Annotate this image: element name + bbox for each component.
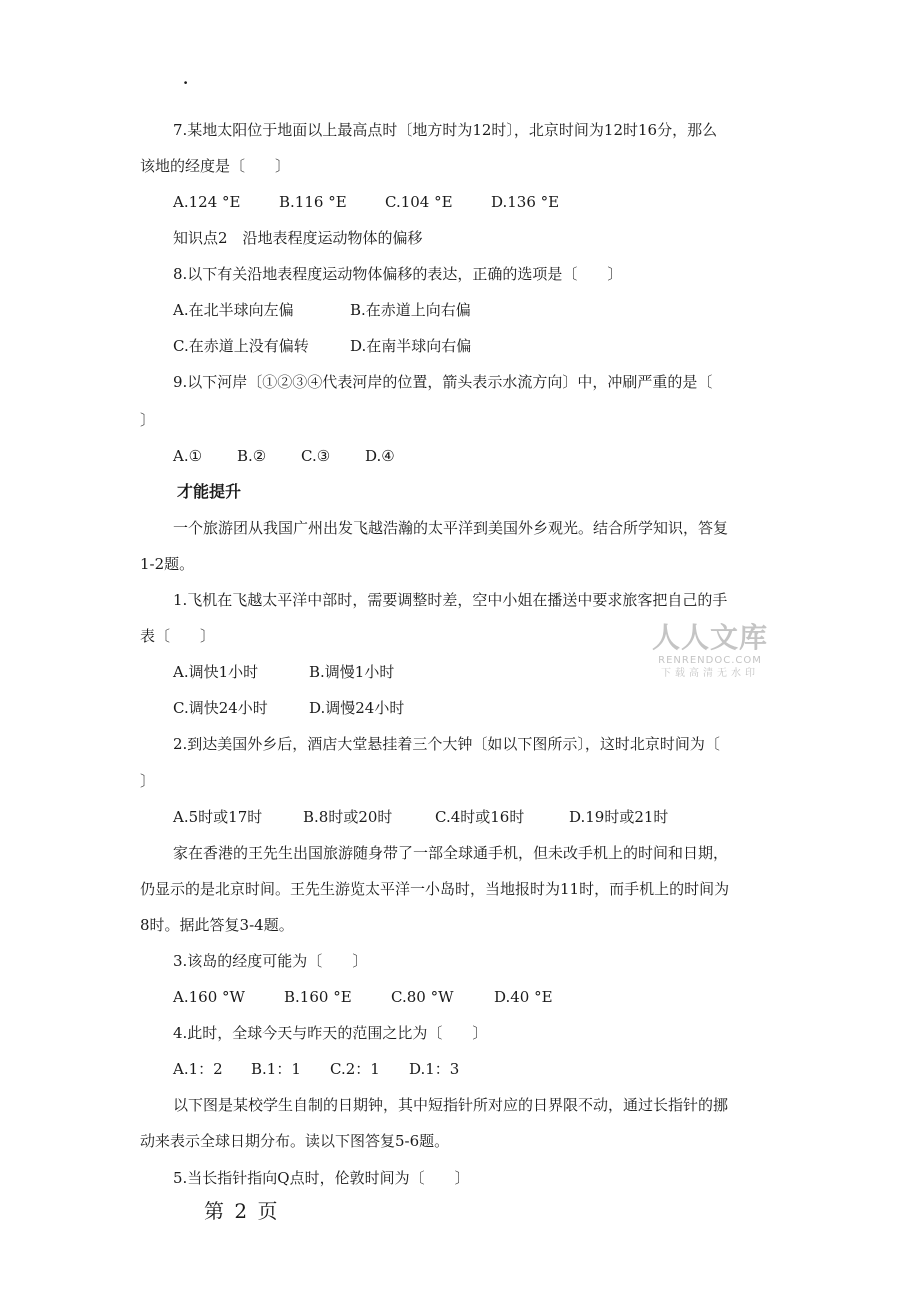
problem-2-line-1: 2.到达美国外乡后，酒店大堂悬挂着三个大钟〔如以下图所示〕，这时北京时间为〔 [173,735,720,753]
section-title: 才能提升 [177,482,242,501]
option-b: B.8时或20时 [303,808,393,826]
option-d: D.④ [365,447,395,465]
header-dot: · [183,74,189,92]
question-8-line-1: 8.以下有关沿地表程度运动物体偏移的表达，正确的选项是〔 〕 [173,265,623,283]
question-8-options-row-1 [173,300,471,320]
intro-1-line-1: 一个旅游团从我国广州出发飞越浩瀚的太平洋到美国外乡观光。结合所学知识，答复 [173,519,729,537]
problem-2-line-2: 〕 [140,772,156,790]
option-a: A.5时或17时 [173,808,263,826]
option-b: B.在赤道上向右偏 [350,301,471,319]
option-c: C.2：1 [330,1060,380,1078]
question-9-line-1: 9.以下河岸〔①②③④代表河岸的位置，箭头表示水流方向〕中，冲刷严重的是〔 [173,373,713,391]
option-c: C.在赤道上没有偏转 [173,337,309,355]
watermark-title: 人人文库 [651,621,768,654]
question-7-options [173,192,559,212]
watermark [648,622,772,680]
watermark-slogan: 下载高清无水印 [661,668,759,679]
intro-2-line-3: 8时。据此答复3-4题。 [140,916,294,934]
problem-1-options-row-2 [173,698,404,718]
option-d: D.在南半球向右偏 [350,337,472,355]
problem-1-line-1: 1.飞机在飞越太平洋中部时，需要调整时差，空中小姐在播送中要求旅客把自己的手 [173,591,728,609]
option-b: B.116 °E [279,193,347,211]
knowledge-point-2: 知识点2 沿地表程度运动物体的偏移 [173,229,423,247]
intro-3-line-2: 动来表示全球日期分布。读以下图答复5-6题。 [140,1132,450,1150]
watermark-site: RENRENDOC.COM [658,655,762,666]
problem-4-line-1: 4.此时，全球今天与昨天的范围之比为〔 〕 [173,1024,488,1042]
question-8-options-row-2 [173,336,471,356]
question-7-line-2: 该地的经度是〔 〕 [140,157,291,175]
option-d: D.136 °E [491,193,560,211]
intro-2-line-2: 仍显示的是北京时间。王先生游览太平洋一小岛时，当地报时为11时，而手机上的时间为 [140,880,730,898]
option-c: C.80 °W [391,988,454,1006]
problem-3-options [173,987,553,1007]
problem-1-options-row-1 [173,662,394,682]
problem-3-line-1: 3.该岛的经度可能为〔 〕 [173,952,368,970]
option-a: A.124 °E [173,193,241,211]
option-b: B.② [237,447,267,465]
option-b: B.调慢1小时 [309,663,395,681]
intro-1-line-2: 1-2题。 [140,555,195,573]
option-a: A.160 °W [173,988,245,1006]
option-a: A.调快1小时 [173,663,259,681]
problem-2-options [173,807,668,827]
option-a: A.① [173,447,203,465]
question-9-line-2: 〕 [140,411,156,429]
intro-3-line-1: 以下图是某校学生自制的日期钟，其中短指针所对应的日界限不动，通过长指针的挪 [173,1096,729,1114]
option-d: D.40 °E [494,988,553,1006]
question-7-line-1: 7.某地太阳位于地面以上最高点时〔地方时为12时〕，北京时间为12时16分，那么 [173,121,718,139]
question-9-options [173,446,395,466]
option-c: C.4时或16时 [435,808,525,826]
option-c: C.调快24小时 [173,699,268,717]
option-b: B.1：1 [251,1060,301,1078]
option-d: D.调慢24小时 [309,699,405,717]
problem-4-options [173,1059,459,1079]
option-d: D.19时或21时 [569,808,669,826]
option-a: A.1：2 [173,1060,223,1078]
option-a: A.在北半球向左偏 [173,301,294,319]
option-d: D.1：3 [409,1060,460,1078]
problem-1-line-2: 表〔 〕 [140,627,216,645]
option-c: C.104 °E [385,193,453,211]
page-footer: 第 2 页 [204,1199,280,1223]
problem-5-line-1: 5.当长指针指向Q点时，伦敦时间为〔 〕 [173,1169,470,1187]
option-b: B.160 °E [284,988,352,1006]
option-c: C.③ [301,447,331,465]
intro-2-line-1: 家在香港的王先生出国旅游随身带了一部全球通手机，但未改手机上的时间和日期， [173,844,729,862]
